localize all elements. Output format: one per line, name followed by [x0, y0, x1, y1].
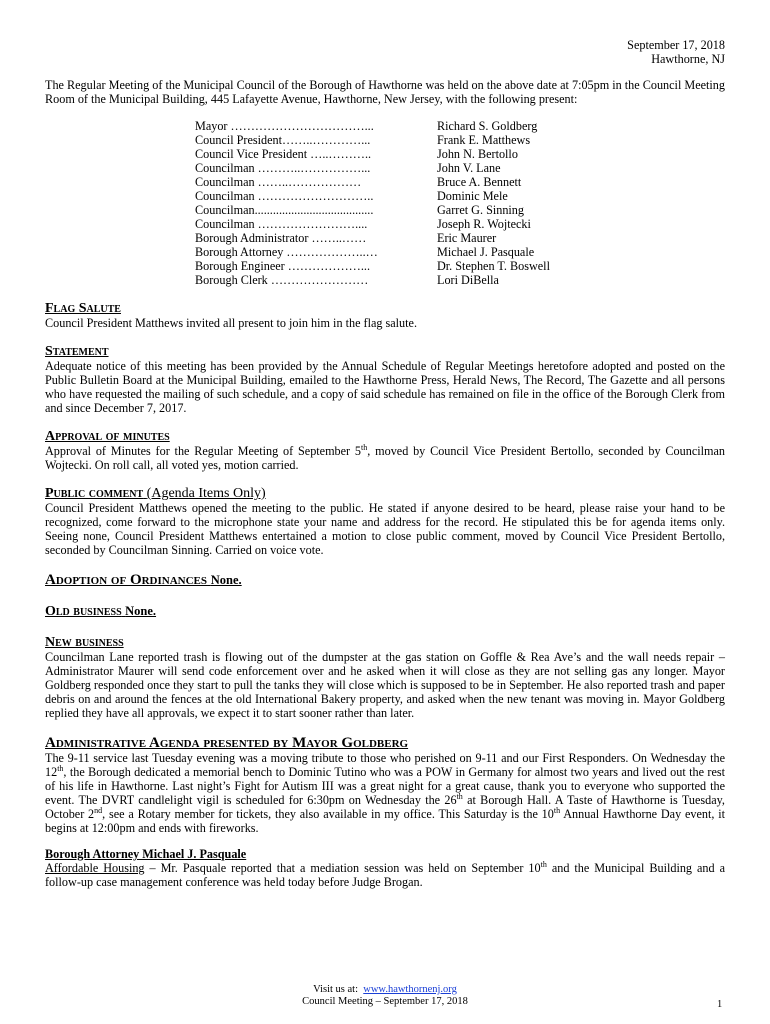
approval-text: Approval of Minutes for the Regular Meeting of September 5th, moved by Council Vice President Bertollo, seconded by Councilman Wojtecki. On roll call, all voted yes, motion carried. [45, 442, 725, 472]
public-comment-heading: Public comment (Agenda Items Only) [45, 486, 266, 501]
new-business-text: Councilman Lane reported trash is flowing out of the dumpster at the gas station on Goffle & Rea Ave’s and the wall needs repair – Administrator Maurer will send code enforcement over and he asked when it will close as they are not selling gas any longer. Mayor Goldberg responded once they start to pull the tanks they will close which is supposed to be in September. He also reported trash and paper debris on and around the fences at the old International Bakery property, and asked when the new tenant was moving in. Mayor Goldberg replied they have all approvals, we expect it to start sooner rather than later. [45, 650, 725, 720]
old-business-heading: Old business None. [45, 604, 157, 619]
attendee-role: Council Vice President …..……….. [195, 147, 372, 161]
attendee-row [195, 231, 550, 245]
attendee-name: Lori DiBella [437, 273, 499, 287]
attendee-name: Bruce A. Bennett [437, 175, 522, 189]
meeting-date: September 17, 2018 [627, 38, 725, 52]
attendee-role: Councilman ……………………….. [195, 189, 374, 203]
attorney-text: Affordable Housing – Mr. Pasquale reported that a mediation session was held on September 10th and the Municipal Building and a follow-up case management conference was held today before Judge Brogan. [45, 859, 725, 889]
attendee-name: Michael J. Pasquale [437, 245, 535, 259]
attendee-row [195, 273, 550, 287]
attendance-list [195, 119, 550, 287]
public-comment-text: Council President Matthews opened the meeting to the public. He stated if anyone desired to be heard, please raise your hand to be recognized, come forward to the microphone state your name and address for the record. He stipulated this be for agenda items only. Seeing none, Council President Matthews entertained a motion to close public comment, moved by Council Vice President Bertollo, seconded by Councilman Sinning. Carried on voice vote. [45, 501, 725, 557]
ordinances-heading: Adoption of Ordinances None. [45, 572, 242, 588]
attendee-role: Borough Attorney ………………..… [195, 245, 378, 259]
attendee-name: Garret G. Sinning [437, 203, 524, 217]
statement-heading: Statement [45, 344, 109, 359]
new-business-heading: New business [45, 635, 124, 650]
attendee-row [195, 203, 550, 217]
attendee-name: Frank E. Matthews [437, 133, 531, 147]
attendee-role: Councilman ………..……………... [195, 161, 371, 175]
attendee-role: Council President……..…………... [195, 133, 371, 147]
admin-agenda-heading: Administrative Agenda presented by Mayor Goldberg [45, 735, 409, 751]
attendee-name: Eric Maurer [437, 231, 497, 245]
affordable-housing-label: Affordable Housing [45, 861, 145, 875]
admin-agenda-text: The 9-11 service last Tuesday evening was a moving tribute to those who perished on 9-11 and our First Responders. On Wednesday the 12th, the Borough dedicated a memorial bench to Dominic Tutino who was a POW in Germany for almost two years and lived out the rest of his life in Hawthorne. Last night’s Fight for Autism III was a great night for a great cause, thank you to everyone who supported the event. The DVRT candlelight vigil is scheduled for 6:30pm on Wednesday the 26th at Borough Hall. A Taste of Hawthorne is Tuesday, October 2nd, see a Rotary member for tickets, they also available in my office. This Saturday is the 10th Annual Hawthorne Day event, it begins at 12:00pm and ends with fireworks. [45, 751, 725, 835]
attendee-role: Councilman ……..……………… [195, 175, 362, 189]
public-comment-note: (Agenda Items Only) [146, 486, 266, 501]
attendee-role: Borough Engineer ………………... [195, 259, 371, 273]
document-page [45, 38, 725, 889]
attendee-row [195, 259, 550, 273]
attendee-row [195, 245, 550, 259]
attendee-role: Mayor ……………………………... [195, 119, 374, 133]
footer-meeting: Council Meeting – September 17, 2018 [302, 996, 468, 1007]
attendee-row [195, 175, 550, 189]
attendee-row [195, 133, 550, 147]
attendee-name: John N. Bertollo [437, 147, 518, 161]
attendee-row [195, 217, 550, 231]
attorney-heading: Borough Attorney Michael J. Pasquale [45, 847, 247, 861]
attendee-row [195, 119, 550, 133]
attendee-name: Richard S. Goldberg [437, 119, 538, 133]
page-number: 1 [717, 999, 723, 1010]
meeting-location: Hawthorne, NJ [651, 52, 725, 66]
flag-salute-text: Council President Matthews invited all present to join him in the flag salute. [45, 316, 417, 330]
flag-salute-heading: Flag Salute [45, 301, 121, 316]
website-link[interactable]: www.hawthornenj.org [363, 984, 457, 995]
intro-paragraph: The Regular Meeting of the Municipal Council of the Borough of Hawthorne was held on the above date at 7:05pm in the Council Meeting Room of the Municipal Building, 445 Lafayette Avenue, Hawthorne, New Jersey, with the following present: [45, 78, 725, 106]
attendee-role: Borough Administrator ……..…… [195, 231, 367, 245]
attendee-name: Joseph R. Wojtecki [437, 217, 531, 231]
attendee-name: John V. Lane [437, 161, 501, 175]
attendee-row [195, 161, 550, 175]
approval-heading: Approval of minutes [45, 429, 170, 444]
statement-text: Adequate notice of this meeting has been provided by the Annual Schedule of Regular Meetings heretofore adopted and posted on the Public Bulletin Board at the Municipal Building, emailed to the Hawthorne Press, Herald News, The Record, The Gazette and all persons who have requested the mailing of such schedule, and a copy of said schedule has remained on file in the office of the Borough Clerk from and since December 7, 2017. [45, 359, 725, 415]
old-business-value: None. [125, 604, 157, 618]
attendee-name: Dominic Mele [437, 189, 508, 203]
attendee-row [195, 189, 550, 203]
page-footer [0, 984, 770, 1008]
footer-visit-label: Visit us at: [313, 984, 358, 995]
attendee-role: Councilman....................................... [195, 203, 374, 217]
attendee-row [195, 147, 550, 161]
attendee-role: Councilman …………………….... [195, 217, 368, 231]
ordinances-value: None. [210, 573, 242, 587]
attendee-role: Borough Clerk …………………… [195, 273, 369, 287]
attendee-name: Dr. Stephen T. Boswell [437, 259, 550, 273]
